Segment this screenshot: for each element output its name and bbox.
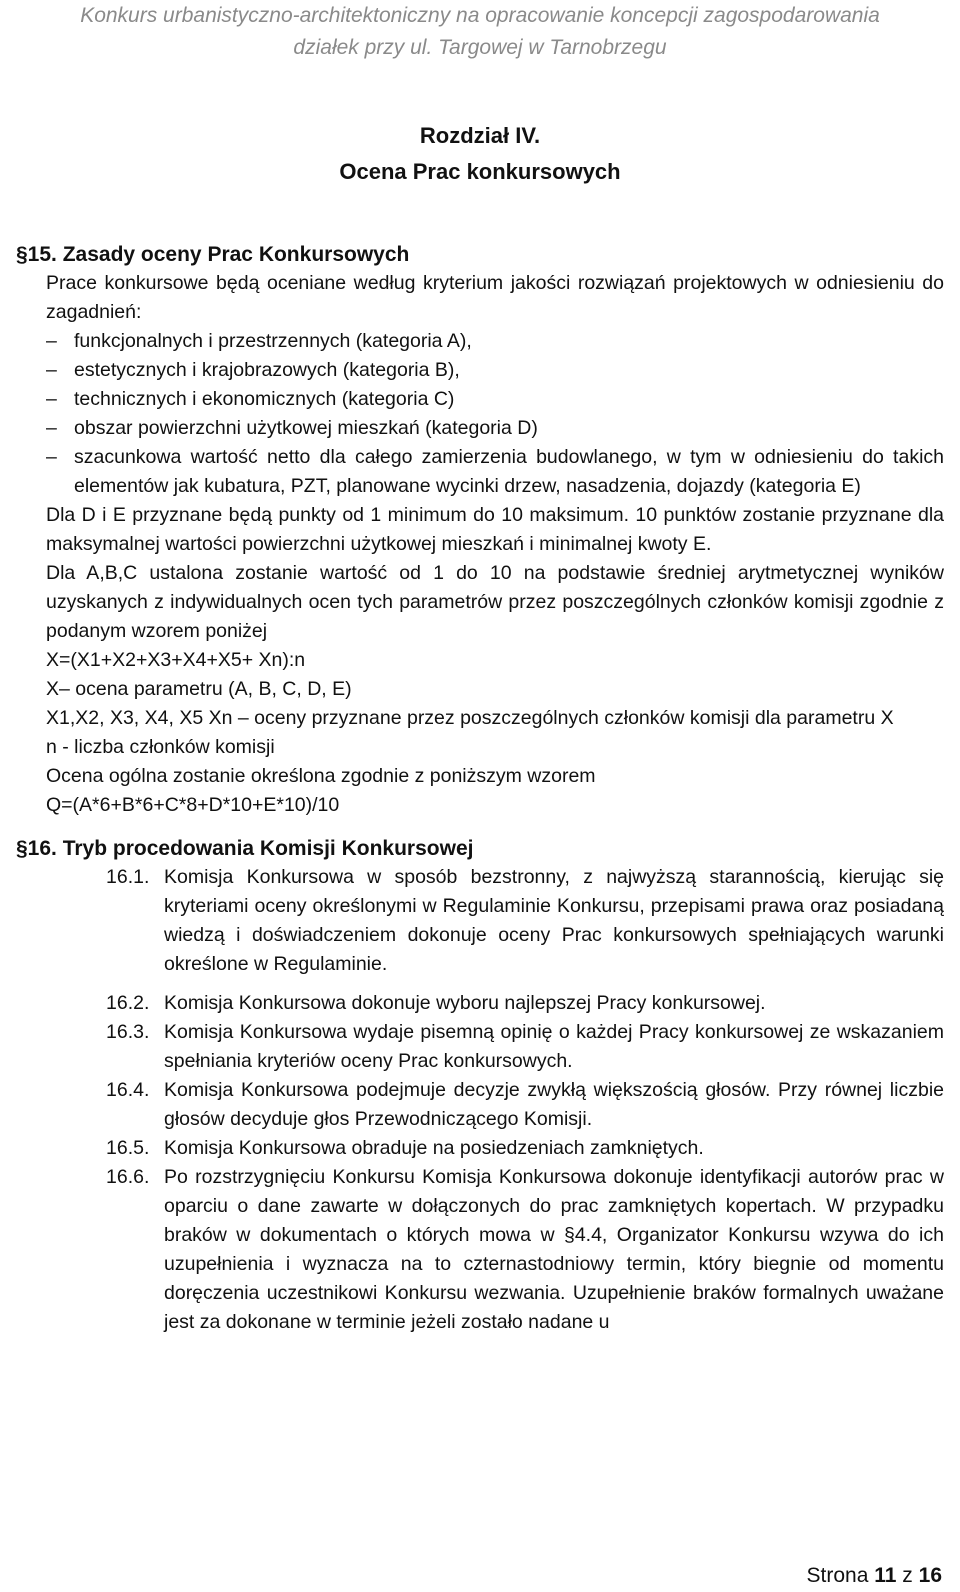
procedure-item: [106, 1076, 944, 1134]
procedure-item: [106, 1134, 944, 1163]
procedure-item-text: Komisja Konkursowa wydaje pisemną opinię o każdej Pracy konkursowej ze wskazaniem spełniania kryteriów oceny Prac konkursowych.: [164, 1021, 944, 1072]
procedure-item: [106, 863, 944, 979]
section-15-intro: Prace konkursowe będą oceniane według kryterium jakości rozwiązań projektowych w odniesieniu do zagadnień:: [46, 272, 944, 323]
header-line-2: działek przy ul. Targowej w Tarnobrzegu: [293, 36, 667, 59]
procedure-item-text: Komisja Konkursowa w sposób bezstronny, z najwyższą starannością, kierując się kryteriami oceny określonymi w Regulaminie Konkursu, przepisami prawa oraz posiadaną wiedzą i doświadczeniem dokonuje oceny Prac konkursowych spełniających warunki określone w Regulaminie.: [164, 866, 944, 975]
definition-x: X– ocena parametru (A, B, C, D, E): [46, 678, 352, 700]
criteria-item-b: – estetycznych i krajobrazowych (kategoria B),: [46, 356, 944, 385]
procedure-item-text: Po rozstrzygnięciu Konkursu Komisja Konkursowa dokonuje identyfikacji autorów prac w oparciu o dane zawarte w dołączonych do prac zamkniętych kopertach. W przypadku braków w dokumentach o których mowa w §4.4, Organizator Konkursu wzywa do ich uzupełnienia i wyznacza na to czternastodniowy termin, który biegnie od momentu doręczenia uczestnikowi Konkursu wezwania. Uzupełnienie braków formalnych uważane jest za dokonane w terminie jeżeli zostało nadane u: [164, 1166, 944, 1333]
procedure-item-number: 16.1.: [106, 866, 150, 888]
procedure-item-number: 16.2.: [106, 992, 150, 1014]
procedure-item-number: 16.5.: [106, 1137, 150, 1159]
procedure-item-text: Komisja Konkursowa dokonuje wyboru najlepszej Pracy konkursowej.: [164, 992, 766, 1014]
document-header: [0, 0, 960, 64]
chapter-subtitle: Ocena Prac konkursowych: [339, 159, 621, 184]
definition-n: n - liczba członków komisji: [46, 736, 275, 758]
procedure-item-number: 16.3.: [106, 1021, 150, 1043]
criteria-list: [46, 327, 944, 501]
definition-xn: X1,X2, X3, X4, X5 Xn – oceny przyznane przez poszczególnych członków komisji dla parametru X: [46, 707, 894, 729]
formula-x: X=(X1+X2+X3+X4+X5+ Xn):n: [46, 649, 306, 671]
criteria-item-d: – obszar powierzchni użytkowej mieszkań (kategoria D): [46, 414, 944, 443]
page-footer: [807, 1560, 942, 1592]
procedure-list: [106, 863, 944, 1337]
de-points-paragraph: Dla D i E przyznane będą punkty od 1 minimum do 10 maksimum. 10 punktów zostanie przyznane dla maksymalnej wartości powierzchni użytkowej mieszkań i minimalnej kwoty E.: [46, 504, 944, 555]
footer-page-total: 16: [918, 1564, 942, 1587]
procedure-item-text: Komisja Konkursowa obraduje na posiedzeniach zamkniętych.: [164, 1137, 704, 1159]
procedure-item: [106, 1163, 944, 1337]
document-body: [16, 240, 944, 1337]
footer-page-number: 11: [874, 1564, 897, 1587]
formula-q: Q=(A*6+B*6+C*8+D*10+E*10)/10: [46, 794, 340, 816]
chapter-heading: [0, 118, 960, 190]
chapter-title: Rozdział IV.: [419, 123, 541, 148]
procedure-item-number: 16.6.: [106, 1166, 150, 1188]
abc-points-paragraph: Dla A,B,C ustalona zostanie wartość od 1 do 10 na podstawie średniej arytmetycznej wyników uzyskanych z indywidualnych ocen tych parametrów przez poszczególnych członków komisji zgodnie z podanym wzorem poniżej: [46, 562, 944, 642]
criteria-item-e: – szacunkowa wartość netto dla całego zamierzenia budowlanego, w tym w odniesieniu do takich elementów jak kubatura, PZT, planowane wycinki drzew, nasadzenia, dojazdy (kategoria E): [46, 443, 944, 501]
procedure-item: [106, 1018, 944, 1076]
procedure-item-text: Komisja Konkursowa podejmuje decyzje zwykłą większością głosów. Przy równej liczbie głosów decyduje głos Przewodniczącego Komisji.: [164, 1079, 944, 1130]
section-16-title: §16. Tryb procedowania Komisji Konkursowej: [16, 837, 474, 860]
procedure-item-number: 16.4.: [106, 1079, 150, 1101]
section-15-title: §15. Zasady oceny Prac Konkursowych: [16, 243, 410, 266]
footer-strona: Strona: [806, 1564, 869, 1587]
header-line-1: Konkurs urbanistyczno-architektoniczny na opracowanie koncepcji zagospodarowania: [80, 4, 880, 27]
overall-paragraph: Ocena ogólna zostanie określona zgodnie z poniższym wzorem: [46, 765, 596, 787]
footer-z: z: [902, 1564, 913, 1587]
criteria-item-a: – funkcjonalnych i przestrzennych (kategoria A),: [46, 327, 944, 356]
criteria-item-c: – technicznych i ekonomicznych (kategoria C): [46, 385, 944, 414]
procedure-item: [106, 989, 944, 1018]
